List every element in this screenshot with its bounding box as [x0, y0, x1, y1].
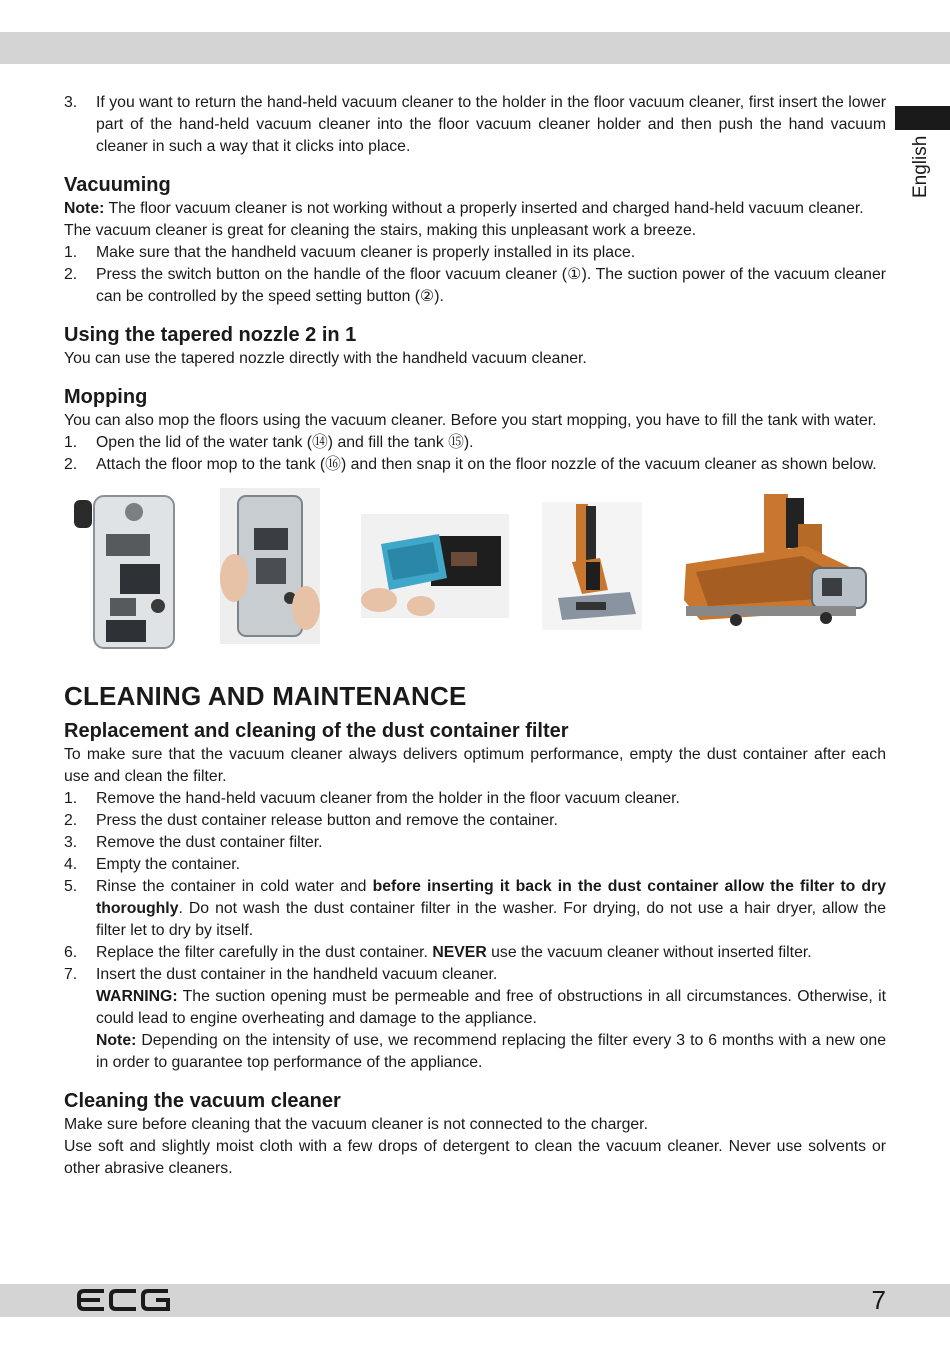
vacuuming-paragraph: The vacuum cleaner is great for cleaning the stairs, making this unpleasant work a breeze. — [64, 222, 697, 239]
list-item: 1. Remove the hand-held vacuum cleaner from the holder in the floor vacuum cleaner. — [64, 790, 680, 807]
cleaning-paragraph: Make sure before cleaning that the vacuum cleaner is not connected to the charger. — [64, 1116, 648, 1133]
list-item: 6. Replace the filter carefully in the dust container. NEVER use the vacuum cleaner without inserted filter. — [64, 944, 812, 961]
ecg-logo — [76, 1287, 172, 1313]
mop-pad-attach-image — [361, 514, 509, 618]
list-item: 7. Insert the dust container in the handheld vacuum cleaner. — [64, 966, 498, 983]
language-tab-marker — [895, 106, 950, 130]
mop-assembly-images — [64, 488, 886, 668]
list-item: 1. Make sure that the handheld vacuum cleaner is properly installed in its place. — [64, 244, 636, 261]
list-item: 2. Attach the floor mop to the tank (⑯) and then snap it on the floor nozzle of the vacuum cleaner as shown below. — [64, 456, 877, 473]
subheading-filter: Replacement and cleaning of the dust container filter — [64, 720, 569, 742]
list-item: 3. Remove the dust container filter. — [64, 834, 323, 851]
section-heading-nozzle: Using the tapered nozzle 2 in 1 — [64, 324, 357, 346]
nozzle-with-mop-image — [542, 502, 642, 630]
nozzle-paragraph: You can use the tapered nozzle directly with the handheld vacuum cleaner. — [64, 350, 587, 367]
filter-note: Note: Depending on the intensity of use, we recommend replacing the filter every 3 to 6 months with a new one in order to guarantee top performance of the appliance. — [96, 1032, 886, 1071]
hands-holding-tank-image — [220, 488, 320, 644]
mopping-paragraph: You can also mop the floors using the vacuum cleaner. Before you start mopping, you have to fill the tank with water. — [64, 412, 877, 429]
section-heading-mopping: Mopping — [64, 386, 148, 408]
cleaning-paragraph: Use soft and slightly moist cloth with a few drops of detergent to clean the vacuum cleaner. Never use solvents or other abrasive cleaners. — [64, 1138, 886, 1177]
list-item: 4. Empty the container. — [64, 856, 241, 873]
list-item: 1. Open the lid of the water tank (⑭) and fill the tank ⑮). — [64, 434, 474, 451]
header-band — [0, 32, 950, 64]
water-tank-image — [70, 494, 186, 652]
page-number: 7 — [871, 1285, 886, 1315]
filter-paragraph: To make sure that the vacuum cleaner always delivers optimum performance, empty the dust container after each use and clean the filter. — [64, 746, 886, 785]
list-item: 3. If you want to return the hand-held vacuum cleaner to the holder in the floor vacuum cleaner, first insert the lower part of the hand-held vacuum cleaner into the floor vacuum cleaner holder and then push the hand vacuum cleaner in such a way that it clicks into place. — [64, 94, 886, 155]
language-tab-label: English — [910, 135, 931, 198]
warning-text: WARNING: The suction opening must be permeable and free of obstructions in all circumstances. Otherwise, it could lead to engine overheating and damage to the appliance. — [96, 988, 886, 1027]
subheading-cleaning-vacuum: Cleaning the vacuum cleaner — [64, 1090, 341, 1112]
section-heading-vacuuming: Vacuuming — [64, 174, 171, 196]
floor-vacuum-image — [676, 494, 880, 636]
page-content — [64, 92, 886, 1180]
list-item: 2. Press the switch button on the handle of the floor vacuum cleaner (①). The suction power of the vacuum cleaner can be controlled by the speed setting button (②). — [64, 266, 886, 305]
section-heading-cleaning-maintenance: CLEANING AND MAINTENANCE — [64, 681, 467, 711]
list-item: 2. Press the dust container release button and remove the container. — [64, 812, 558, 829]
list-item: 5. Rinse the container in cold water and before inserting it back in the dust container allow the filter to dry thoroughly. Do not wash the dust container filter in the washer. For drying, do not use a hair dryer, allow the filter let to dry by itself. — [64, 878, 887, 939]
vacuuming-note: Note: The floor vacuum cleaner is not working without a properly inserted and charged hand-held vacuum cleaner. — [64, 200, 864, 217]
